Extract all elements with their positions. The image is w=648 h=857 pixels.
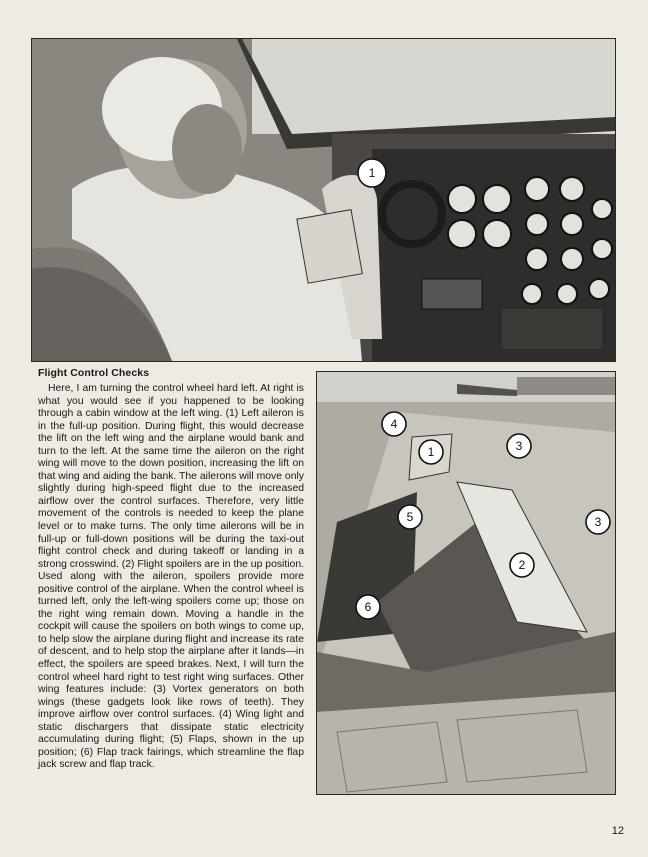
svg-text:5: 5	[406, 510, 414, 524]
wing-callout-6	[356, 595, 380, 619]
svg-text:4: 4	[390, 417, 398, 431]
svg-text:1: 1	[368, 166, 376, 180]
cockpit-photo	[31, 38, 616, 362]
cockpit-photo-illustration	[32, 39, 615, 361]
svg-text:2: 2	[518, 558, 526, 572]
wing-callout-1	[419, 440, 443, 464]
wing-callout-5	[398, 505, 422, 529]
article-body: Here, I am turning the control wheel hard left. At right is what you would see if you happened to be looking through a cabin window at the left wing. (1) Left aileron is in the full-up position. During flight, this would decrease the lift on the left wing and the airplane would bank and turn to the left. At the same time the aileron on the right wing will move to the down position, increasing the lift on that wing and aiding the bank. The ailerons will move only slightly during high-speed flight due to the increased airflow over the control surfaces. Therefore, very little movement of the controls is needed to keep the plane level or to make turns. The only time ailerons will be in full-up or full-down positions will be during the taxi-out flight control check and during takeoff or landing in a strong crosswind. (2) Flight spoilers are in the up position. Used along with the aileron, spoilers provide more positive control of the airplane. When the control wheel is turned left, only the left-wing spoilers come up; those on the right wing remain down. Moving a handle in the cockpit will cause the spoilers on both wings to come up, to help slow the airplane during flight and increase its rate of descent, and to help stop the airplane after it lands—in effect, the spoilers are speed brakes. Next, I will turn the control wheel hard right to test right wing surfaces. Other wing features include: (3) Vortex generators on both wings (these gadgets look like rows of teeth). They improve airflow over control surfaces. (4) Wing light and static dischargers that dissipate static electricity accumulating during flight; (5) Flaps, shown in the up position; (6) Flap track fairings, which streamline the flap jack screw and flap track.	[38, 383, 304, 771]
cockpit-callout-1	[358, 159, 386, 187]
wing-photo-illustration	[317, 372, 615, 794]
svg-text:3: 3	[515, 439, 523, 453]
wing-callout-3-right	[586, 510, 610, 534]
svg-text:3: 3	[594, 515, 602, 529]
wing-callout-4	[382, 412, 406, 436]
svg-text:6: 6	[364, 600, 372, 614]
wing-callout-3-top	[507, 434, 531, 458]
article-heading: Flight Control Checks	[38, 367, 150, 379]
svg-text:1: 1	[427, 445, 435, 459]
article-text	[38, 367, 304, 772]
wing-callout-2	[510, 553, 534, 577]
wing-photo	[316, 371, 616, 795]
page-number: 12	[611, 825, 624, 837]
